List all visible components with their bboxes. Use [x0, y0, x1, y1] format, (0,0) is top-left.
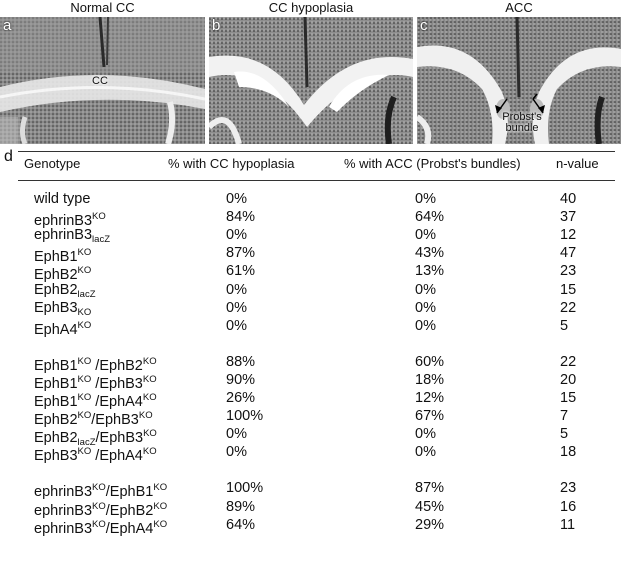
cc-hypoplasia-cell: 84% — [226, 209, 256, 226]
genotype-cell: $EphB3^{KO}$ $/EphA4^{KO}$ — [34, 446, 157, 465]
header-genotype: Genotype — [24, 156, 81, 171]
n-value-cell: 12 — [560, 227, 577, 244]
n-value-cell: 20 — [560, 371, 577, 388]
table-row — [0, 498, 621, 519]
panel-a-micrograph — [0, 17, 205, 144]
acc-cell: 0% — [415, 299, 436, 316]
n-value-cell: 5 — [560, 426, 569, 443]
cc-hypoplasia-cell: 0% — [226, 426, 247, 443]
genotype-cell: $EphB2_{lacZ}/EphB3^{KO}$ — [34, 428, 157, 449]
n-value-cell: 7 — [560, 408, 569, 425]
n-value-cell: 23 — [560, 263, 577, 280]
table-row — [0, 281, 621, 299]
acc-cell: 29% — [415, 516, 445, 533]
table-row — [0, 425, 621, 449]
genotype-cell: $EphA4^{KO}$ — [34, 319, 92, 338]
n-value-cell: 22 — [560, 353, 577, 370]
cc-hypoplasia-cell: 88% — [226, 353, 256, 370]
genotype-cell: $EphB2^{KO}$ — [34, 265, 92, 284]
panel-a-title: Normal CC — [70, 0, 135, 15]
table-row — [0, 371, 621, 392]
table-top-rule — [18, 151, 615, 152]
header-acc: % with ACC (Probst's bundles) — [344, 156, 521, 171]
genotype-cell: $ephrinB3^{KO}/EphB1^{KO}$ — [34, 482, 168, 501]
panel-a-letter: a — [3, 17, 12, 34]
table-row — [0, 244, 621, 266]
acc-cell: 0% — [415, 191, 436, 207]
probsts-bundle-label: Probst's bundle — [502, 111, 542, 134]
acc-cell: 67% — [415, 408, 445, 425]
acc-cell: 43% — [415, 245, 445, 262]
n-value-cell: 16 — [560, 498, 577, 515]
n-value-cell: 47 — [560, 245, 577, 262]
n-value-cell: 23 — [560, 480, 577, 497]
cc-hypoplasia-cell: 0% — [226, 444, 247, 461]
cc-hypoplasia-cell: 0% — [226, 191, 247, 207]
n-value-cell: 40 — [560, 191, 577, 207]
acc-cell: 12% — [415, 390, 445, 406]
cc-hypoplasia-cell: 0% — [226, 281, 247, 298]
genotype-cell: $ephrinB3^{KO}/EphB2^{KO}$ — [34, 500, 168, 519]
panel-d-letter: d — [4, 148, 13, 165]
acc-cell: 0% — [415, 227, 436, 244]
table-row — [0, 389, 621, 410]
panel-c-title: ACC — [505, 0, 533, 15]
genotype-cell: $EphB2_{lacZ}$ — [34, 281, 96, 300]
genotype-cell: $EphB1^{KO}$ $/EphB2^{KO}$ — [34, 355, 157, 374]
table-row — [0, 208, 621, 230]
acc-cell: 18% — [415, 371, 445, 388]
acc-cell: 60% — [415, 353, 445, 370]
n-value-cell: 15 — [560, 281, 577, 298]
header-n-value: n-value — [556, 156, 599, 171]
genotype-cell: $ephrinB3^{KO}/EphA4^{KO}$ — [34, 518, 168, 537]
n-value-cell: 15 — [560, 390, 577, 406]
genotype-cell: $ephrinB3_{lacZ}$ — [34, 227, 110, 246]
table-row — [0, 443, 621, 465]
acc-cell: 0% — [415, 281, 436, 298]
n-value-cell: 5 — [560, 317, 569, 334]
genotype-cell: $EphB2^{KO}/EphB3^{KO}$ — [34, 410, 153, 429]
cc-hypoplasia-cell: 100% — [226, 408, 264, 425]
cc-hypoplasia-cell: 87% — [226, 245, 256, 262]
genotype-cell: $EphB1^{KO}$ $/EphB3^{KO}$ — [34, 373, 157, 392]
table-row — [0, 317, 621, 338]
n-value-cell: 11 — [560, 516, 576, 533]
panel-c-micrograph — [417, 17, 621, 144]
table-row — [0, 479, 621, 501]
cc-hypoplasia-cell: 26% — [226, 390, 256, 406]
acc-cell: 64% — [415, 209, 445, 226]
n-value-cell: 37 — [560, 209, 577, 226]
panel-b-tissue-drawing — [209, 17, 413, 144]
header-cc-hypoplasia: % with CC hypoplasia — [168, 156, 295, 171]
genotype-cell: $EphB1^{KO}$ — [34, 247, 92, 266]
genotype-cell: wild type — [34, 191, 91, 207]
table-header-rule — [18, 180, 615, 181]
table-row — [0, 299, 621, 317]
table-row — [0, 262, 621, 284]
table-row — [0, 516, 621, 537]
panel-b-letter: b — [212, 17, 221, 34]
acc-cell: 45% — [415, 498, 445, 515]
acc-cell: 87% — [415, 480, 445, 497]
n-value-cell: 18 — [560, 444, 577, 461]
acc-cell: 0% — [415, 444, 436, 461]
acc-cell: 0% — [415, 426, 436, 443]
genotype-cell: $EphB3_{KO}$ — [34, 299, 92, 318]
cc-hypoplasia-cell: 100% — [226, 480, 264, 497]
panel-b-micrograph — [209, 17, 413, 144]
cc-hypoplasia-cell: 90% — [226, 371, 256, 388]
n-value-cell: 22 — [560, 299, 577, 316]
genotype-cell: $ephrinB3^{KO}$ — [34, 211, 106, 230]
panel-b-title: CC hypoplasia — [268, 0, 354, 15]
genotype-cell: $EphB1^{KO}$ $/EphA4^{KO}$ — [34, 392, 157, 410]
table-row — [0, 353, 621, 374]
cc-label: CC — [92, 75, 108, 87]
panel-c-letter: c — [420, 17, 428, 34]
table-row — [0, 407, 621, 429]
table-row — [0, 226, 621, 244]
cc-hypoplasia-cell: 89% — [226, 498, 256, 515]
cc-hypoplasia-cell: 61% — [226, 263, 256, 280]
cc-hypoplasia-cell: 0% — [226, 299, 247, 316]
acc-cell: 0% — [415, 317, 436, 334]
cc-hypoplasia-cell: 0% — [226, 317, 247, 334]
cc-hypoplasia-cell: 64% — [226, 516, 256, 533]
acc-cell: 13% — [415, 263, 445, 280]
table-row — [0, 190, 621, 208]
cc-hypoplasia-cell: 0% — [226, 227, 247, 244]
